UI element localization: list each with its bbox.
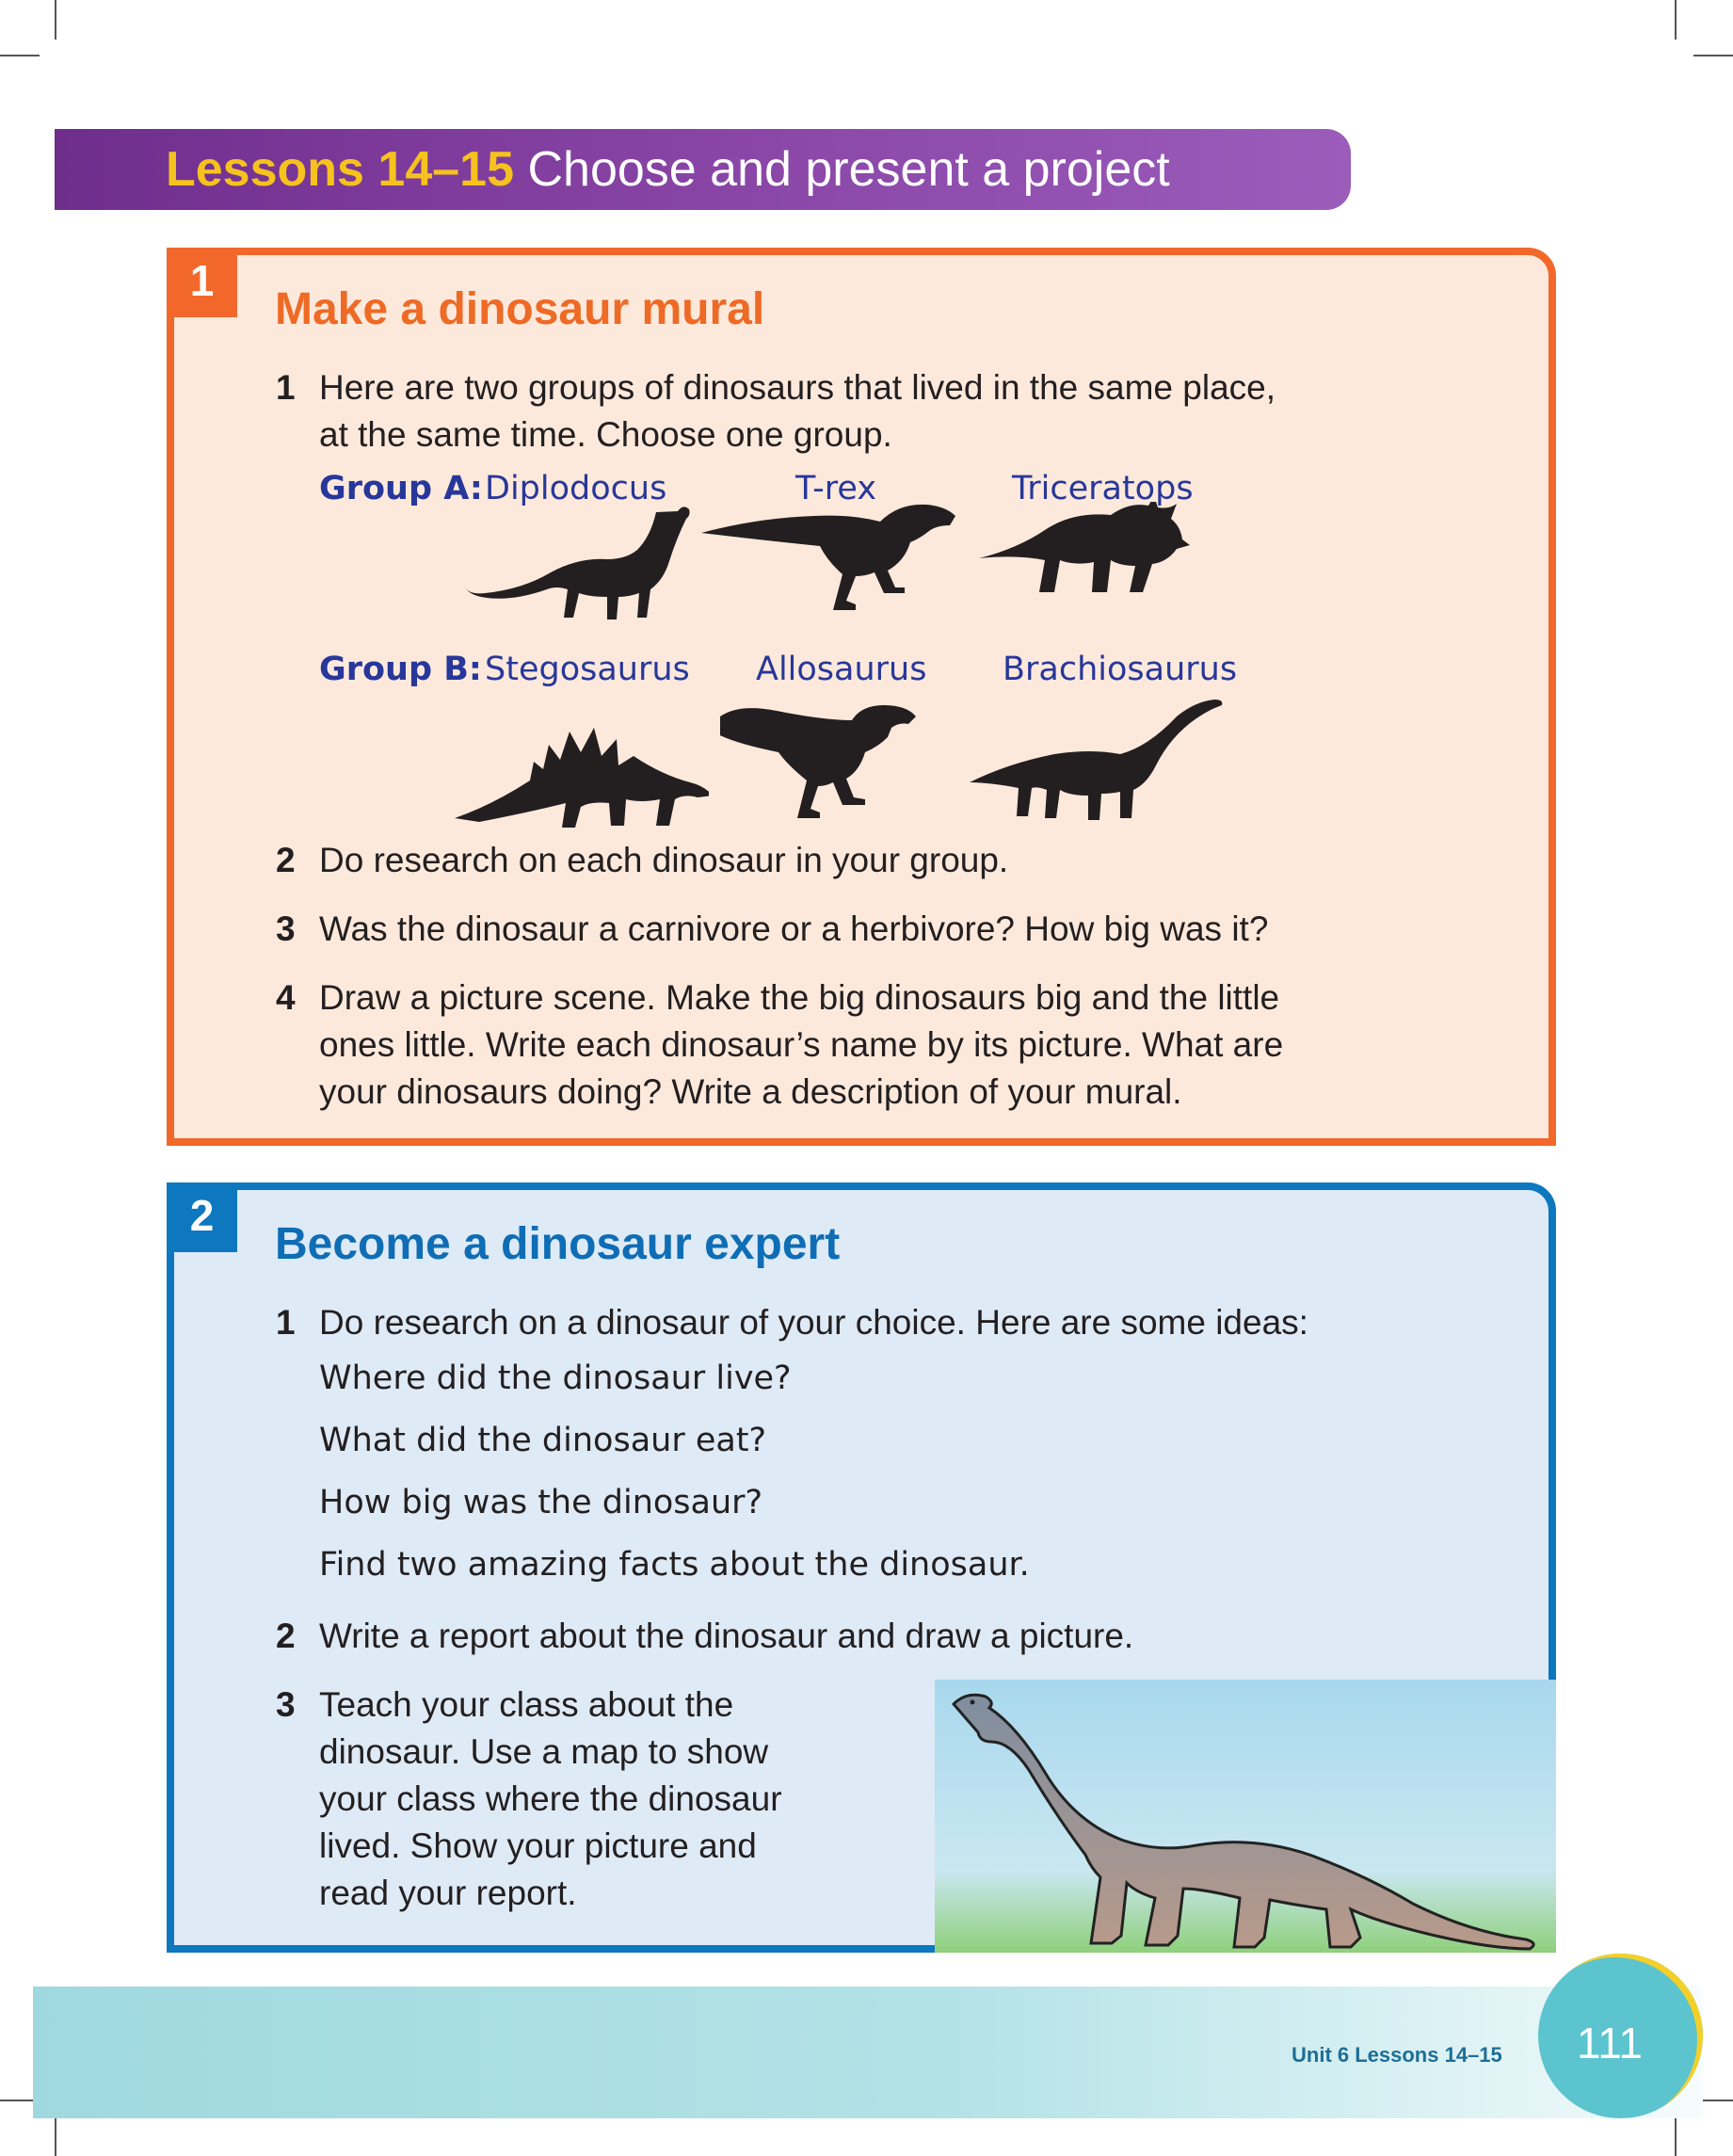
item-number: 3 (276, 909, 296, 948)
instruction-item (276, 906, 1269, 953)
item-line: lived. Show your picture and (319, 1826, 757, 1865)
instruction-item (276, 1299, 1308, 1346)
group-b-label: Group B: (319, 651, 482, 688)
item-line: Write a report about the dinosaur and draw a picture. (319, 1617, 1134, 1655)
footer-unit-label: Unit 6 Lessons 14–15 (1292, 2043, 1502, 2067)
triceratops-silhouette (979, 502, 1195, 624)
crop-mark (55, 0, 56, 40)
item-line: Do research on each dinosaur in your group. (319, 841, 1009, 879)
item-number: 2 (276, 841, 296, 879)
project-number: 1 (167, 248, 237, 317)
item-line: ones little. Write each dinosaur’s name by its picture. What are (319, 1025, 1284, 1064)
item-line: your dinosaurs doing? Write a description of your mural. (319, 1072, 1182, 1111)
crop-mark (1693, 55, 1733, 56)
item-number: 1 (276, 368, 296, 407)
crop-mark (1675, 2116, 1677, 2156)
instruction-item (276, 837, 1009, 884)
dinosaur-name-t-rex: T-rex (795, 470, 877, 507)
project-box-1 (167, 248, 1556, 1146)
dinosaur-name-allosaurus: Allosaurus (756, 651, 927, 688)
item-line: Teach your class about the (319, 1685, 734, 1724)
research-idea: Where did the dinosaur live? (319, 1360, 792, 1397)
dinosaur-name-stegosaurus: Stegosaurus (485, 651, 690, 688)
item-line: dinosaur. Use a map to show (319, 1732, 769, 1771)
lesson-number: Lessons 14–15 (166, 142, 515, 197)
dinosaur-name-brachiosaurus: Brachiosaurus (1003, 651, 1238, 688)
item-line: Here are two groups of dinosaurs that lived in the same place, (319, 368, 1276, 407)
lesson-title: Choose and present a project (527, 142, 1170, 197)
instruction-item (276, 364, 1276, 459)
research-idea: Find two amazing facts about the dinosaur. (319, 1546, 1030, 1584)
group-a-label: Group A: (319, 470, 483, 507)
project-number: 2 (167, 1183, 237, 1252)
item-number: 1 (276, 1303, 296, 1342)
project-box-2 (167, 1183, 1556, 1953)
dinosaur-name-triceratops: Triceratops (1012, 470, 1194, 507)
brachiosaurus-illustration (935, 1680, 1556, 1953)
instruction-item (276, 1681, 782, 1917)
crop-mark (55, 2116, 56, 2156)
diplodocus-silhouette (457, 502, 701, 624)
item-line: Draw a picture scene. Make the big dinosaurs big and the little (319, 978, 1280, 1017)
crop-mark (0, 55, 40, 56)
crop-mark (1675, 0, 1677, 40)
item-number: 2 (276, 1617, 296, 1655)
dinosaur-name-diplodocus: Diplodocus (485, 470, 667, 507)
t-rex-silhouette (701, 495, 965, 627)
project-heading: Make a dinosaur mural (275, 284, 765, 334)
instruction-item (276, 1613, 1134, 1660)
item-number: 4 (276, 978, 296, 1017)
page-title (166, 138, 1170, 201)
brachiosaurus-silhouette (970, 698, 1233, 829)
lesson-banner (55, 129, 1351, 210)
stegosaurus-silhouette (455, 707, 709, 829)
research-idea: How big was the dinosaur? (319, 1484, 763, 1521)
project-heading: Become a dinosaur expert (275, 1219, 841, 1269)
research-idea: What did the dinosaur eat? (319, 1422, 767, 1459)
allosaurus-silhouette (720, 698, 927, 839)
item-line: your class where the dinosaur (319, 1779, 782, 1818)
page-number: 111 (1577, 2019, 1643, 2068)
item-line: at the same time. Choose one group. (319, 415, 892, 454)
instruction-item (276, 974, 1284, 1116)
item-line: Was the dinosaur a carnivore or a herbivore? How big was it? (319, 909, 1269, 948)
item-line: Do research on a dinosaur of your choice. Here are some ideas: (319, 1303, 1308, 1342)
item-number: 3 (276, 1685, 296, 1724)
item-line: read your report. (319, 1874, 577, 1912)
